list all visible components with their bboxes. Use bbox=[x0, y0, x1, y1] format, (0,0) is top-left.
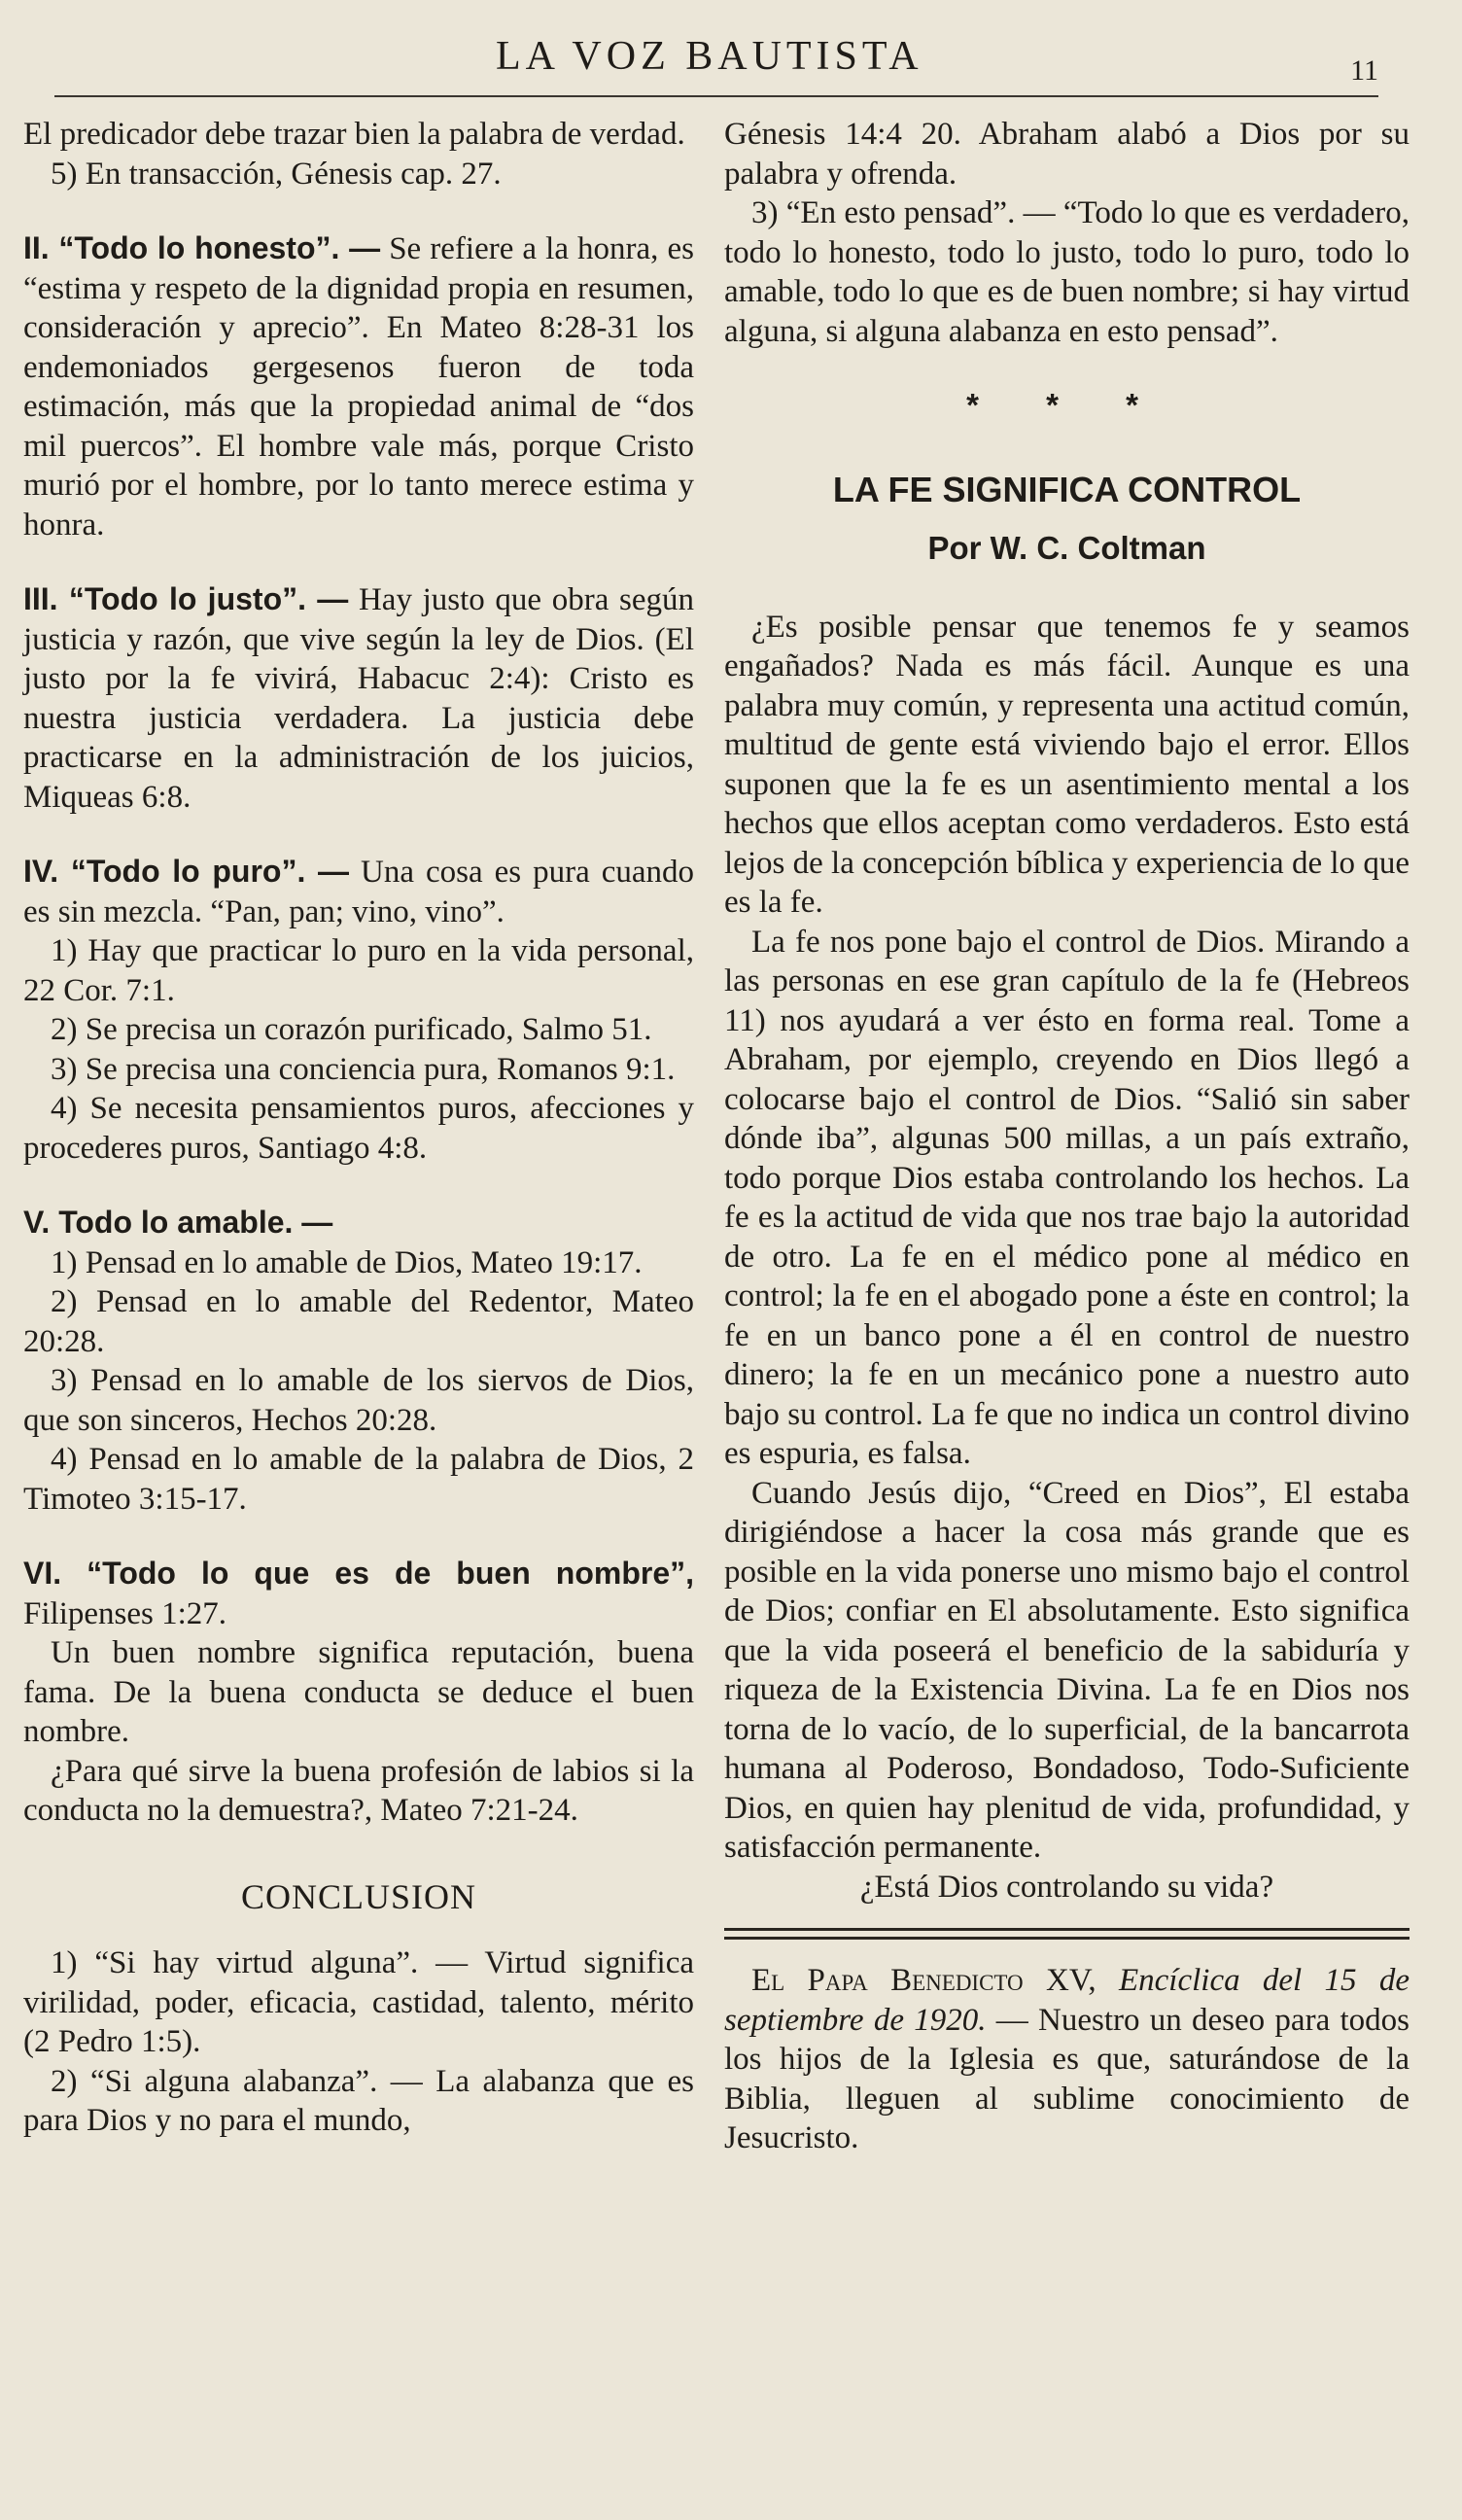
section-3 bbox=[23, 579, 694, 817]
section-5-item-4: 4) Pensad en lo amable de la palabra de Dios, 2 Timoteo 3:15-17. bbox=[23, 1442, 694, 1517]
quote-source: Encíclica del 15 de septiembre de 1920. bbox=[724, 1963, 1410, 2038]
section-2-text: Se refiere a la honra, es “estima y respeto de la dignidad propia en resumen, consideración y aprecio”. En Mateo 8:28-31 los endemoniados gergesenos fueron de toda estimación, más que la propiedad animal de “dos mil puercos”. El hombre vale más, porque Cristo murió por el hombre, por lo tanto merece estima y honra. bbox=[23, 231, 695, 542]
section-5-heading: V. Todo lo amable. — bbox=[23, 1205, 333, 1240]
section-3-heading: III. “Todo lo justo”. — bbox=[23, 581, 349, 616]
conclusion-item-2: 2) “Si alguna alabanza”. — La alabanza que es para Dios y no para el mundo, bbox=[23, 2063, 694, 2138]
continued-paragraph: Génesis 14:4 20. Abraham alabó a Dios por su palabra y ofrenda. bbox=[724, 117, 1410, 192]
section-6-paragraph-1: Un buen nombre significa reputación, buena fama. De la buena conducta se deduce el buen nombre. bbox=[23, 1635, 694, 1749]
section-separator: * * * bbox=[966, 387, 1167, 423]
section-2 bbox=[23, 228, 694, 544]
section-4-item-4: 4) Se necesita pensamientos puros, afecciones y procederes puros, Santiago 4:8. bbox=[23, 1091, 694, 1166]
intro-paragraph: El predicador debe trazar bien la palabra de verdad. bbox=[23, 117, 685, 152]
section-4-heading: IV. “Todo lo puro”. — bbox=[23, 854, 349, 889]
header-rule bbox=[54, 95, 1378, 97]
page-number: 11 bbox=[1350, 54, 1378, 87]
section-4-item-2: 2) Se precisa un corazón purificado, Salmo 51. bbox=[51, 1012, 652, 1047]
section-4-text: Una cosa es pura cuando es sin mezcla. “Pan, pan; vino, vino”. bbox=[23, 855, 695, 929]
conclusion-item-1: 1) “Si hay virtud alguna”. — Virtud significa virilidad, poder, eficacia, castidad, talento, mérito (2 Pedro 1:5). bbox=[23, 1945, 694, 2059]
section-6-text: Filipenses 1:27. bbox=[23, 1595, 227, 1631]
section-6-heading: VI. “Todo lo que es de buen nombre”, bbox=[23, 1556, 694, 1591]
continued-item-3: 3) “En esto pensad”. — “Todo lo que es verdadero, todo lo honesto, todo lo justo, todo lo puro, todo lo amable, todo lo que es de buen nombre; si hay virtud alguna, si alguna alabanza en esto pensad”. bbox=[724, 195, 1410, 349]
section-4-item-1: 1) Hay que practicar lo puro en la vida personal, 22 Cor. 7:1. bbox=[23, 933, 694, 1008]
article-byline: Por W. C. Coltman bbox=[927, 530, 1206, 566]
right-column bbox=[724, 115, 1410, 2158]
quote-paragraph bbox=[724, 1961, 1410, 2158]
quote-text: — Nuestro un deseo para todos los hijos de la Iglesia es que, saturándose de la Biblia, lleguen al sublime conocimiento de Jesucristo. bbox=[724, 2002, 1410, 2155]
section-5-item-2: 2) Pensad en lo amable del Redentor, Mateo 20:28. bbox=[23, 1284, 694, 1359]
conclusion-heading: CONCLUSION bbox=[240, 1876, 476, 1916]
page-header bbox=[0, 27, 1462, 95]
section-4-item-3: 3) Se precisa una conciencia pura, Romanos 9:1. bbox=[51, 1051, 676, 1087]
intro-item-5: 5) En transacción, Génesis cap. 27. bbox=[51, 156, 502, 192]
section-5-item-1: 1) Pensad en lo amable de Dios, Mateo 19:17. bbox=[51, 1244, 643, 1280]
article-paragraph-3: Cuando Jesús dijo, “Creed en Dios”, El estaba dirigiéndose a hacer la cosa más grande que es posible en la vida ponerse uno mismo bajo el control de Dios; confiar en El absolutamente. Esto significa que la vida poseerá el beneficio de la sabiduría y riqueza de la Existencia Divina. La fe en Dios nos torna de lo vacío, de lo superficial, de la bancarrota humana al Poderoso, Bondadoso, Todo-Suficiente Dios, en quien hay plenitud de vida, profundidad, y satisfacción permanente. bbox=[724, 1475, 1410, 1865]
double-rule-divider bbox=[724, 1928, 1410, 1940]
section-6-paragraph-2: ¿Para qué sirve la buena profesión de labios si la conducta no la demuestra?, Mateo 7:21-24. bbox=[23, 1753, 694, 1828]
section-2-heading: II. “Todo lo honesto”. — bbox=[23, 230, 381, 265]
section-5-item-3: 3) Pensad en lo amable de los siervos de Dios, que son sinceros, Hechos 20:28. bbox=[23, 1363, 694, 1438]
section-4 bbox=[23, 852, 694, 931]
section-3-text: Hay justo que obra según justicia y razón, que vive según la ley de Dios. (El justo por la fe vivirá, Habacuc 2:4): Cristo es nuestra justicia verdadera. La justicia debe practicarse en la administración de los juicios, Miqueas 6:8. bbox=[23, 582, 695, 815]
left-column bbox=[23, 115, 694, 2141]
article-paragraph-1: ¿Es posible pensar que tenemos fe y seamos engañados? Nada es más fácil. Aunque es una palabra muy común, y representa una actitud común, multitud de gente está viviendo bajo el error. Ellos suponen que la fe es un asentimiento mental a los hechos que ellos aceptan como verdaderos. Esto está lejos de la concepción bíblica y experiencia de lo que es la fe. bbox=[724, 609, 1410, 920]
quote-author: El Papa Benedicto XV, bbox=[751, 1963, 1096, 1998]
article-title: LA FE SIGNIFICA CONTROL bbox=[832, 469, 1302, 509]
section-6 bbox=[23, 1554, 694, 1633]
section-5 bbox=[23, 1203, 694, 1243]
article-paragraph-4: ¿Está Dios controlando su vida? bbox=[859, 1869, 1274, 1905]
magazine-title: LA VOZ BAUTISTA bbox=[496, 34, 923, 79]
article-paragraph-2: La fe nos pone bajo el control de Dios. Mirando a las personas en ese gran capítulo de la fe (Hebreos 11) nos ayudará a ver ésto en forma real. Tome a Abraham, por ejemplo, creyendo en Dios llegó a colocarse bajo el control de Dios. “Salió sin saber dónde iba”, algunas 500 millas, a un país extraño, todo porque Dios estaba controlando los hechos. La fe es la actitud de vida que nos trae bajo la autoridad de otro. La fe en el médico pone al médico en control; la fe en el abogado pone a éste en control; la fe en un banco pone a él en control de nuestro dinero; la fe en un mecánico pone a nuestro auto bajo su control. La fe que no indica un control divino es espuria, es falsa. bbox=[724, 924, 1410, 1471]
